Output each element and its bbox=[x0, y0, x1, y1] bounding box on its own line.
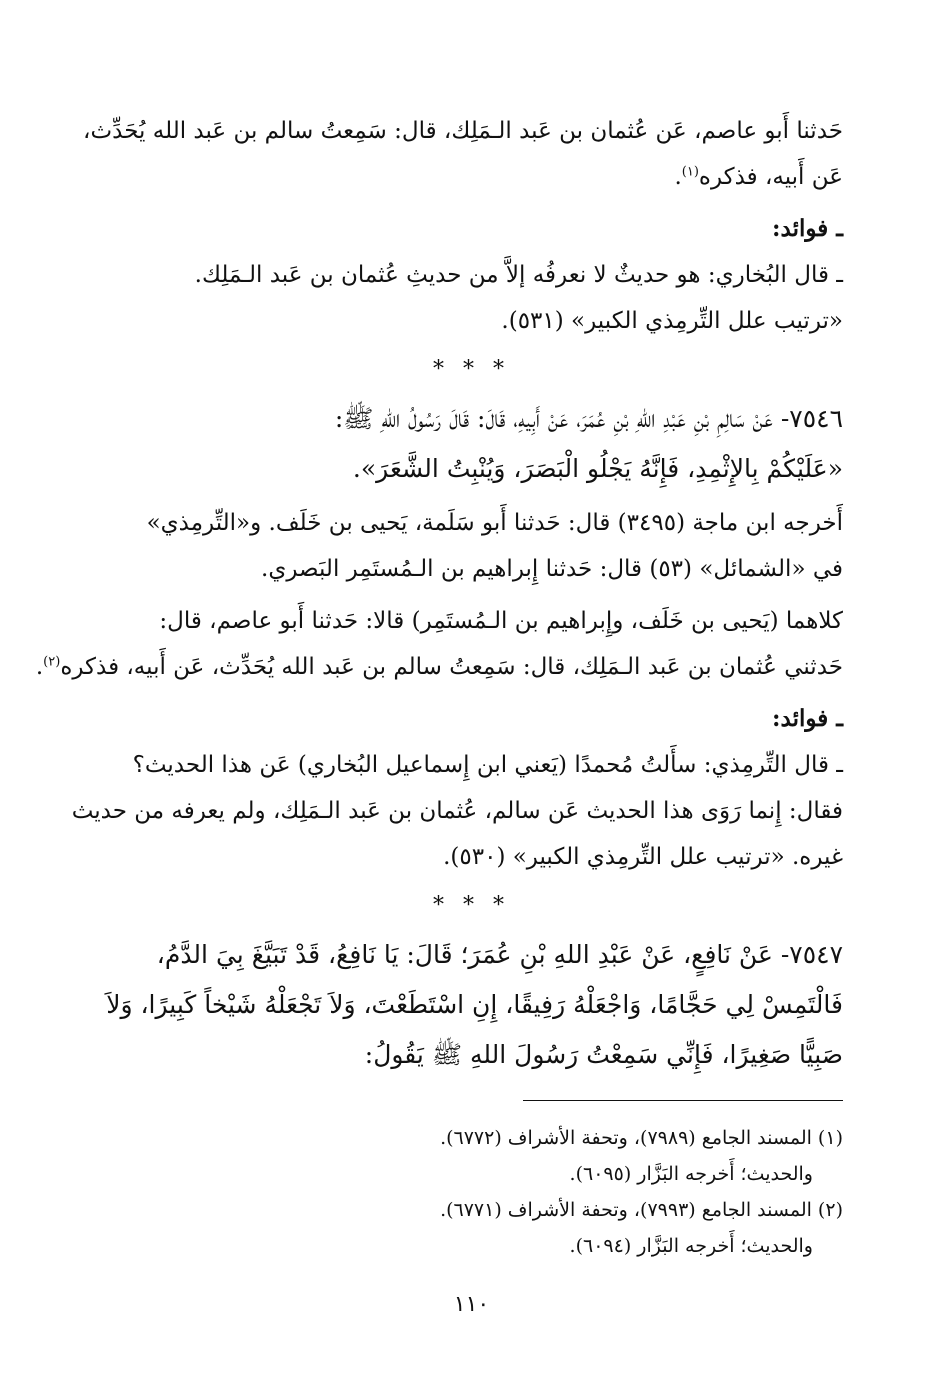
footnote-2: (٢) المسند الجامع (٧٩٩٣)، وتحفة الأشراف (٦٧٧١). bbox=[440, 1199, 843, 1221]
paragraph-isnad-2 bbox=[35, 598, 843, 690]
hadith-line: ٧٥٤٦- عَنْ سَالِمِ بْنِ عَبْدِ اللهِ بْنِ عُمَرَ، عَنْ أَبِيهِ، قَالَ: قَالَ رَسُولُ اللهِ ﷺ: bbox=[334, 404, 843, 433]
period: . bbox=[674, 164, 682, 190]
paragraph-takhrij bbox=[100, 500, 843, 592]
footnote-ref-2[interactable]: (٢) bbox=[43, 654, 61, 670]
section-separator-2: * * * bbox=[433, 893, 510, 918]
fawaid-heading-1: ـ فوائد: bbox=[772, 215, 843, 242]
text-line bbox=[35, 644, 843, 690]
footnotes bbox=[100, 1120, 843, 1264]
footnote-ref-1[interactable]: (١) bbox=[681, 164, 699, 180]
hadith-line: ٧٥٤٧- عَنْ نَافِعٍ، عَنْ عَبْدِ اللهِ بْنِ عُمَرَ؛ قَالَ: يَا نَافِعُ، قَدْ تَبَيَّغَ بِيَ الدَّمُ، bbox=[156, 940, 843, 969]
main-text bbox=[35, 108, 843, 1086]
hadith-line: «عَلَيْكُمْ بِالإِثْمِدِ، فَإِنَّهُ يَجْلُو الْبَصَرَ، وَيُنْبِتُ الشَّعَرَ». bbox=[352, 454, 843, 483]
text-line: غيره. «ترتيب علل التِّرمِذي الكبير» (٥٣٠). bbox=[443, 844, 843, 870]
fawaid-heading-2: ـ فوائد: bbox=[772, 705, 843, 732]
text-segment: حَدثني عُثمان بن عَبد الـمَلِك، قال: سَمِعتُ سالم بن عَبد الله يُحَدِّث، عَن أَبيه، فذكره bbox=[60, 654, 843, 680]
paragraph-bukhari-note bbox=[100, 252, 843, 344]
footnote-1-continuation: والحديث؛ أَخرجه البَزَّار (٦٠٩٥). bbox=[569, 1163, 813, 1185]
text-line: كلاهما (يَحيى بن خَلَف، وإِبراهيم بن الـمُستَمِر) قالا: حَدثنا أَبو عاصم، قال: bbox=[159, 608, 843, 634]
text-line: ـ قال التِّرمِذي: سأَلتُ مُحمدًا (يَعني ابن إِسماعيل البُخاري) عَن هذا الحديث؟ bbox=[132, 752, 843, 778]
hadith-line: فَالْتَمِسْ لِي حَجَّامًا، وَاجْعَلْهُ رَفِيقًا، إِنِ اسْتَطَعْتَ، وَلاَ تَجْعَلْهُ شَيْخاً كَبِيرًا، وَلاَ bbox=[106, 990, 843, 1019]
text-line: أَخرجه ابن ماجة (٣٤٩٥) قال: حَدثنا أَبو سَلَمة، يَحيى بن خَلَف. و«التِّرمِذي» bbox=[146, 510, 843, 536]
text-line: ـ قال البُخاري: هو حديثٌ لا نعرفُه إلاَّ من حديثِ عُثمان بن عَبد الـمَلِك. bbox=[194, 262, 843, 288]
hadith-7547 bbox=[100, 930, 843, 1080]
text-segment: عَن أَبيه، فذكره bbox=[698, 164, 843, 190]
text-line: حَدثنا أَبو عاصم، عَن عُثمان بن عَبد الـمَلِك، قال: سَمِعتُ سالم بن عَبد الله يُحَدِّث، bbox=[83, 118, 843, 144]
section-separator-1: * * * bbox=[433, 357, 510, 382]
paragraph-tirmidhi-note bbox=[71, 742, 843, 880]
period: . bbox=[35, 654, 44, 680]
text-line: «ترتيب علل التِّرمِذي الكبير» (٥٣١). bbox=[501, 308, 843, 334]
hadith-line: صَبِيًّا صَغِيرًا، فَإِنِّي سَمِعْتُ رَسُولَ اللهِ ﷺ يَقُولُ: bbox=[364, 1040, 843, 1069]
text-line: في «الشمائل» (٥٣) قال: حَدثنا إِبراهيم بن الـمُستَمِر البَصري. bbox=[261, 556, 843, 582]
footnote-2-continuation: والحديث؛ أَخرجه البَزَّار (٦٠٩٤). bbox=[569, 1235, 813, 1257]
text-line bbox=[100, 154, 843, 200]
text-line: فقال: إِنما رَوَى هذا الحديث عَن سالم، عُثمان بن عَبد الـمَلِك، ولم يعرفه من حديث bbox=[71, 798, 843, 824]
footnote-1: (١) المسند الجامع (٧٩٨٩)، وتحفة الأشراف (٦٧٧٢). bbox=[440, 1127, 843, 1149]
footnote-divider bbox=[523, 1100, 843, 1101]
paragraph-isnad-1 bbox=[83, 108, 843, 200]
hadith-7546 bbox=[100, 394, 843, 494]
page-number: ١١٠ bbox=[453, 1292, 490, 1317]
